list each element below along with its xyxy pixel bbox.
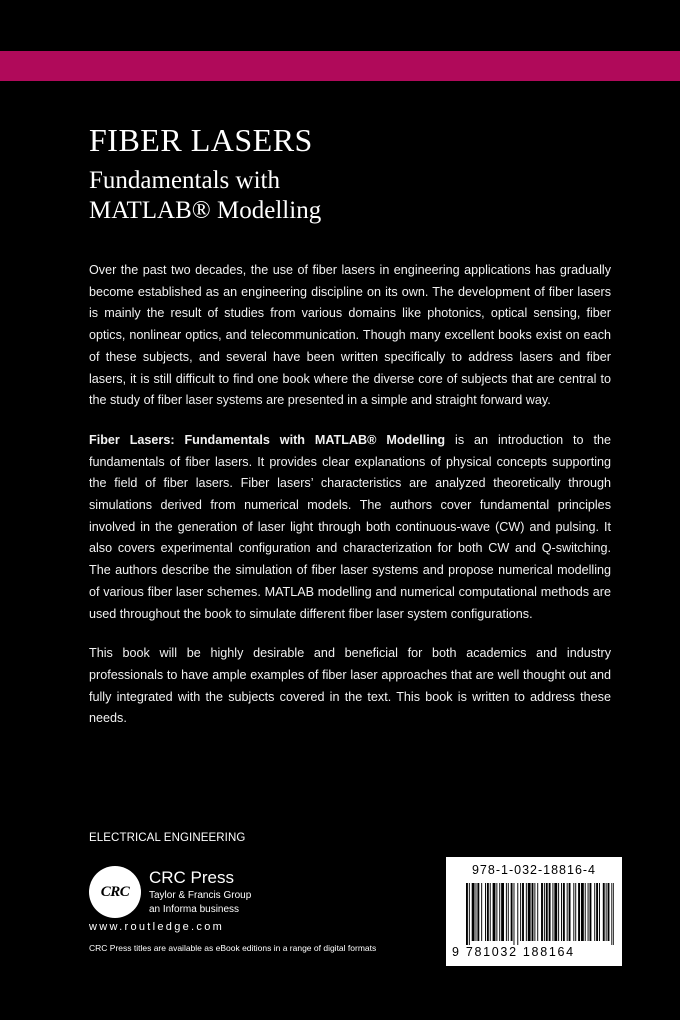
description-paragraph-3: This book will be highly desirable and beneficial for both academics and industry professionals to have ample examples of fiber laser approaches that are well thought out and fully integrated with the subjects covered in the text. This book is written to address these needs. <box>89 646 611 726</box>
barcode-bar <box>596 883 598 941</box>
barcode-bar <box>613 883 614 945</box>
barcode-bar <box>522 883 524 941</box>
barcode-bar <box>520 883 521 941</box>
barcode-bar <box>558 883 559 941</box>
barcode-bar <box>567 883 568 941</box>
isbn-number: 978-1-032-18816-4 <box>471 863 597 877</box>
barcode-bar <box>501 883 504 941</box>
barcode-bar <box>573 883 574 941</box>
barcode-bar <box>514 883 515 945</box>
barcode-bar <box>508 883 509 941</box>
publisher-group: Taylor & Francis Group <box>149 890 252 901</box>
barcode-bar <box>490 883 491 941</box>
subtitle-line-1: Fundamentals with <box>89 167 280 194</box>
barcode-bar <box>528 883 531 941</box>
barcode-bar <box>549 883 551 941</box>
barcode-bar <box>552 883 553 941</box>
description <box>89 260 611 748</box>
publisher-business: an Informa business <box>149 904 240 915</box>
barcode-bar <box>544 883 545 941</box>
barcode-bar <box>517 883 518 945</box>
barcode-bar <box>546 883 548 941</box>
barcode-bar <box>561 883 562 941</box>
top-color-band <box>0 51 680 81</box>
publisher-name: CRC Press <box>149 868 235 887</box>
barcode-bar <box>472 883 475 941</box>
barcode-bar <box>541 883 543 941</box>
barcode-bar <box>606 883 607 941</box>
ebook-note: CRC Press titles are available as eBook editions in a range of digital formats <box>89 943 377 953</box>
barcode-bar <box>603 883 605 941</box>
barcode-bar <box>481 883 482 941</box>
barcode-bar <box>537 883 538 941</box>
barcode-bar <box>590 883 592 941</box>
barcode-bar <box>608 883 610 941</box>
book-title-inline: Fiber Lasers: Fundamentals with MATLAB® Modelling <box>89 432 446 447</box>
barcode-bar <box>466 883 468 945</box>
barcode-bar <box>575 883 576 941</box>
barcode-bar <box>594 883 595 941</box>
barcode-bar <box>578 883 580 941</box>
barcode-bar <box>599 883 600 941</box>
subject-category: ELECTRICAL ENGINEERING <box>89 832 246 844</box>
book-subtitle <box>89 166 609 226</box>
book-title: FIBER LASERS <box>89 122 313 158</box>
crc-logo-icon: CRC <box>89 866 141 918</box>
barcode-bar <box>563 883 565 941</box>
title-block <box>89 122 609 226</box>
barcode-digits: 9 781032 188164 <box>452 945 575 959</box>
barcode-bar <box>534 883 535 941</box>
barcode-bar <box>588 883 589 941</box>
barcode-bar <box>585 883 586 941</box>
barcode-bars <box>466 883 614 945</box>
barcode-bar <box>532 883 534 941</box>
barcode-bar <box>526 883 527 941</box>
barcode-bar <box>554 883 557 941</box>
description-paragraph-1: Over the past two decades, the use of fiber lasers in engineering applications has gradually become established as an engineering discipline on its own. The development of fiber lasers is mainly the result of studies from various domains like photonics, optical sensing, fiber optics, nonlinear optics, and telecommunication. Though many excellent books exist on each of these subjects, and several have been written specifically to address lasers and fiber lasers, it is still difficult to find one book where the diverse core of subjects that are central to the study of fiber laser systems are presented in a simple and straight forward way. <box>89 263 611 408</box>
barcode-bar <box>469 883 470 945</box>
isbn-barcode <box>446 857 622 966</box>
barcode-bar <box>496 883 497 941</box>
barcode-bar <box>569 883 571 941</box>
subtitle-line-2: MATLAB® Modelling <box>89 197 322 224</box>
description-paragraph-2 <box>89 430 611 625</box>
website-link[interactable]: www.routledge.com <box>89 921 225 933</box>
barcode-bar <box>581 883 584 941</box>
barcode-bar <box>493 883 496 941</box>
barcode-bar <box>499 883 500 941</box>
barcode-bar <box>611 883 612 945</box>
barcode-bar <box>506 883 507 941</box>
description-paragraph-2-text: is an introduction to the fundamentals of fiber lasers. It provides clear explanations of physical concepts supporting the field of fiber lasers. Fiber lasers’ characteristics are analyzed theoretically through simulations derived from numerical models. The authors cover fundamental principles involved in the generation of laser light through both continuous-wave (CW) and pulsing. It also covers experimental configuration and characterization for both CW and Q-switching. The authors describe the simulation of fiber laser systems and propose numerical modelling of various fiber laser schemes. MATLAB modelling and numerical computational methods are used throughout the book to simulate different fiber laser system configurations. <box>89 432 611 621</box>
barcode-bar <box>487 883 489 941</box>
barcode-bar <box>485 883 486 941</box>
barcode-bar <box>477 883 479 941</box>
barcode-bar <box>476 883 477 941</box>
barcode-bar <box>511 883 513 941</box>
